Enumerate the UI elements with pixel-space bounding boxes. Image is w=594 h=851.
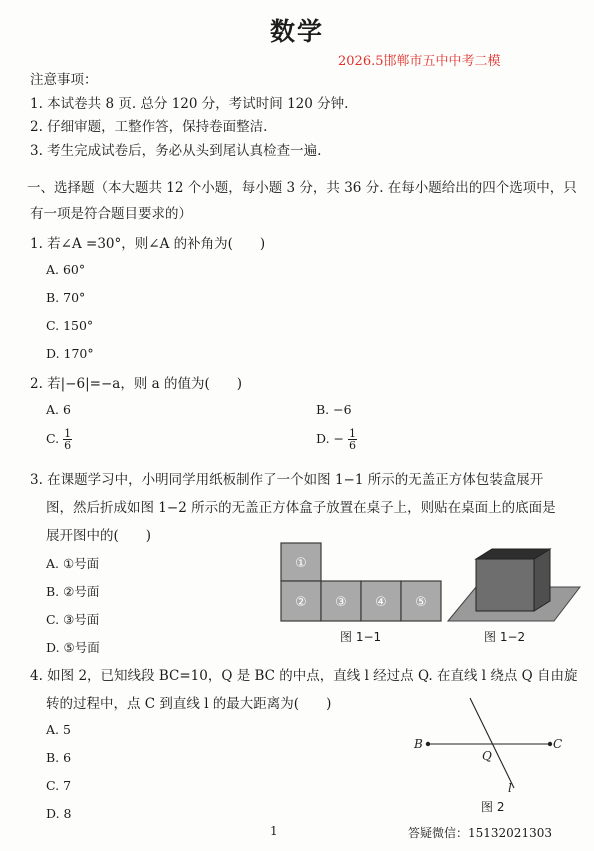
point-c-dot xyxy=(548,742,552,746)
q2-option-c-fraction xyxy=(63,428,72,451)
q2-option-d-fraction xyxy=(348,428,357,451)
notice-item-2: 2. 仔细审题，工整作答，保持卷面整洁. xyxy=(30,119,268,135)
q1-stem: 1. 若∠A =30°，则∠A 的补角为( ) xyxy=(30,236,266,252)
figure-1-1-net xyxy=(278,540,444,626)
q2-option-c-label: C. xyxy=(46,431,60,446)
figure-2-caption: 图 2 xyxy=(481,800,505,814)
q4-stem-line1: 4. 如图 2，已知线段 BC=10，Q 是 BC 的中点，直线 l 经过点 Q. 在直线 l 绕点 Q 自由旋 xyxy=(30,668,578,684)
q3-stem-line3: 展开图中的( ) xyxy=(46,528,152,544)
box-front-face xyxy=(476,559,534,611)
q3-option-a[interactable]: A. ①号面 xyxy=(46,556,100,571)
line-l xyxy=(470,698,514,788)
notice-heading: 注意事项： xyxy=(30,72,98,88)
net-label-1: ① xyxy=(295,556,307,571)
net-label-3: ③ xyxy=(335,595,347,610)
q2-option-c[interactable] xyxy=(46,428,72,451)
page-title: 数学 xyxy=(269,17,324,46)
q2-stem: 2. 若|−6|=−a，则 a 的值为( ) xyxy=(30,376,243,392)
point-q-label: Q xyxy=(482,749,492,763)
q2-option-a[interactable]: A. 6 xyxy=(46,402,71,417)
point-b-dot xyxy=(426,742,430,746)
figure-1-2-box xyxy=(446,545,582,625)
q2-d-numerator: 1 xyxy=(348,427,356,440)
notice-item-3: 3. 考生完成试卷后，务必从头到尾认真检查一遍. xyxy=(30,143,322,159)
point-c-label: C xyxy=(553,737,563,751)
q3-stem-line1: 3. 在课题学习中，小明同学用纸板制作了一个如图 1−1 所示的无盖正方体包装盒展开 xyxy=(30,472,544,488)
q1-option-c[interactable]: C. 150° xyxy=(46,318,94,333)
q4-option-d[interactable]: D. 8 xyxy=(46,806,72,821)
section-heading-line2: 有一项是符合题目要求的） xyxy=(30,206,192,222)
q2-c-numerator: 1 xyxy=(64,427,72,440)
q4-stem-line2: 转的过程中，点 C 到直线 l 的最大距离为( ) xyxy=(46,696,332,712)
notice-item-1: 1. 本试卷共 8 页. 总分 120 分，考试时间 120 分钟. xyxy=(30,96,349,112)
q4-option-b[interactable]: B. 6 xyxy=(46,750,72,765)
q3-option-c[interactable]: C. ③号面 xyxy=(46,612,100,627)
figure-2-diagram xyxy=(410,696,570,796)
q3-stem-line2: 图，然后折成如图 1−2 所示的无盖正方体盒子放置在桌子上，则贴在桌面上的底面是 xyxy=(46,500,556,516)
net-label-4: ④ xyxy=(375,595,387,610)
point-b-label: B xyxy=(414,737,423,751)
figure-1-2-caption: 图 1−2 xyxy=(484,630,526,644)
q2-c-denominator: 6 xyxy=(64,439,72,452)
net-label-5: ⑤ xyxy=(415,595,427,610)
section-heading-line1: 一、选择题（本大题共 12 个小题，每小题 3 分，共 36 分. 在每小题给出的四个选项中，只 xyxy=(27,180,577,196)
line-l-label: l xyxy=(508,781,512,795)
page-number: 1 xyxy=(270,824,278,838)
q2-d-denominator: 6 xyxy=(348,439,356,452)
q2-option-d[interactable] xyxy=(316,428,357,451)
contact-info: 答疑微信：15132021303 xyxy=(408,826,552,840)
q2-option-b[interactable]: B. −6 xyxy=(316,402,352,417)
q1-option-d[interactable]: D. 170° xyxy=(46,346,94,361)
exam-subtitle: 2026.5邯郸市五中中考二模 xyxy=(338,54,501,69)
q4-option-a[interactable]: A. 5 xyxy=(46,722,71,737)
q3-option-b[interactable]: B. ②号面 xyxy=(46,584,100,599)
box-side-face xyxy=(534,549,550,611)
q1-option-a[interactable]: A. 60° xyxy=(46,262,86,277)
figure-1-1-caption: 图 1−1 xyxy=(340,630,382,644)
q2-option-d-label: D. − xyxy=(316,431,344,446)
q1-option-b[interactable]: B. 70° xyxy=(46,290,86,305)
net-label-2: ② xyxy=(295,595,307,610)
q3-option-d[interactable]: D. ⑤号面 xyxy=(46,640,100,655)
q4-option-c[interactable]: C. 7 xyxy=(46,778,72,793)
